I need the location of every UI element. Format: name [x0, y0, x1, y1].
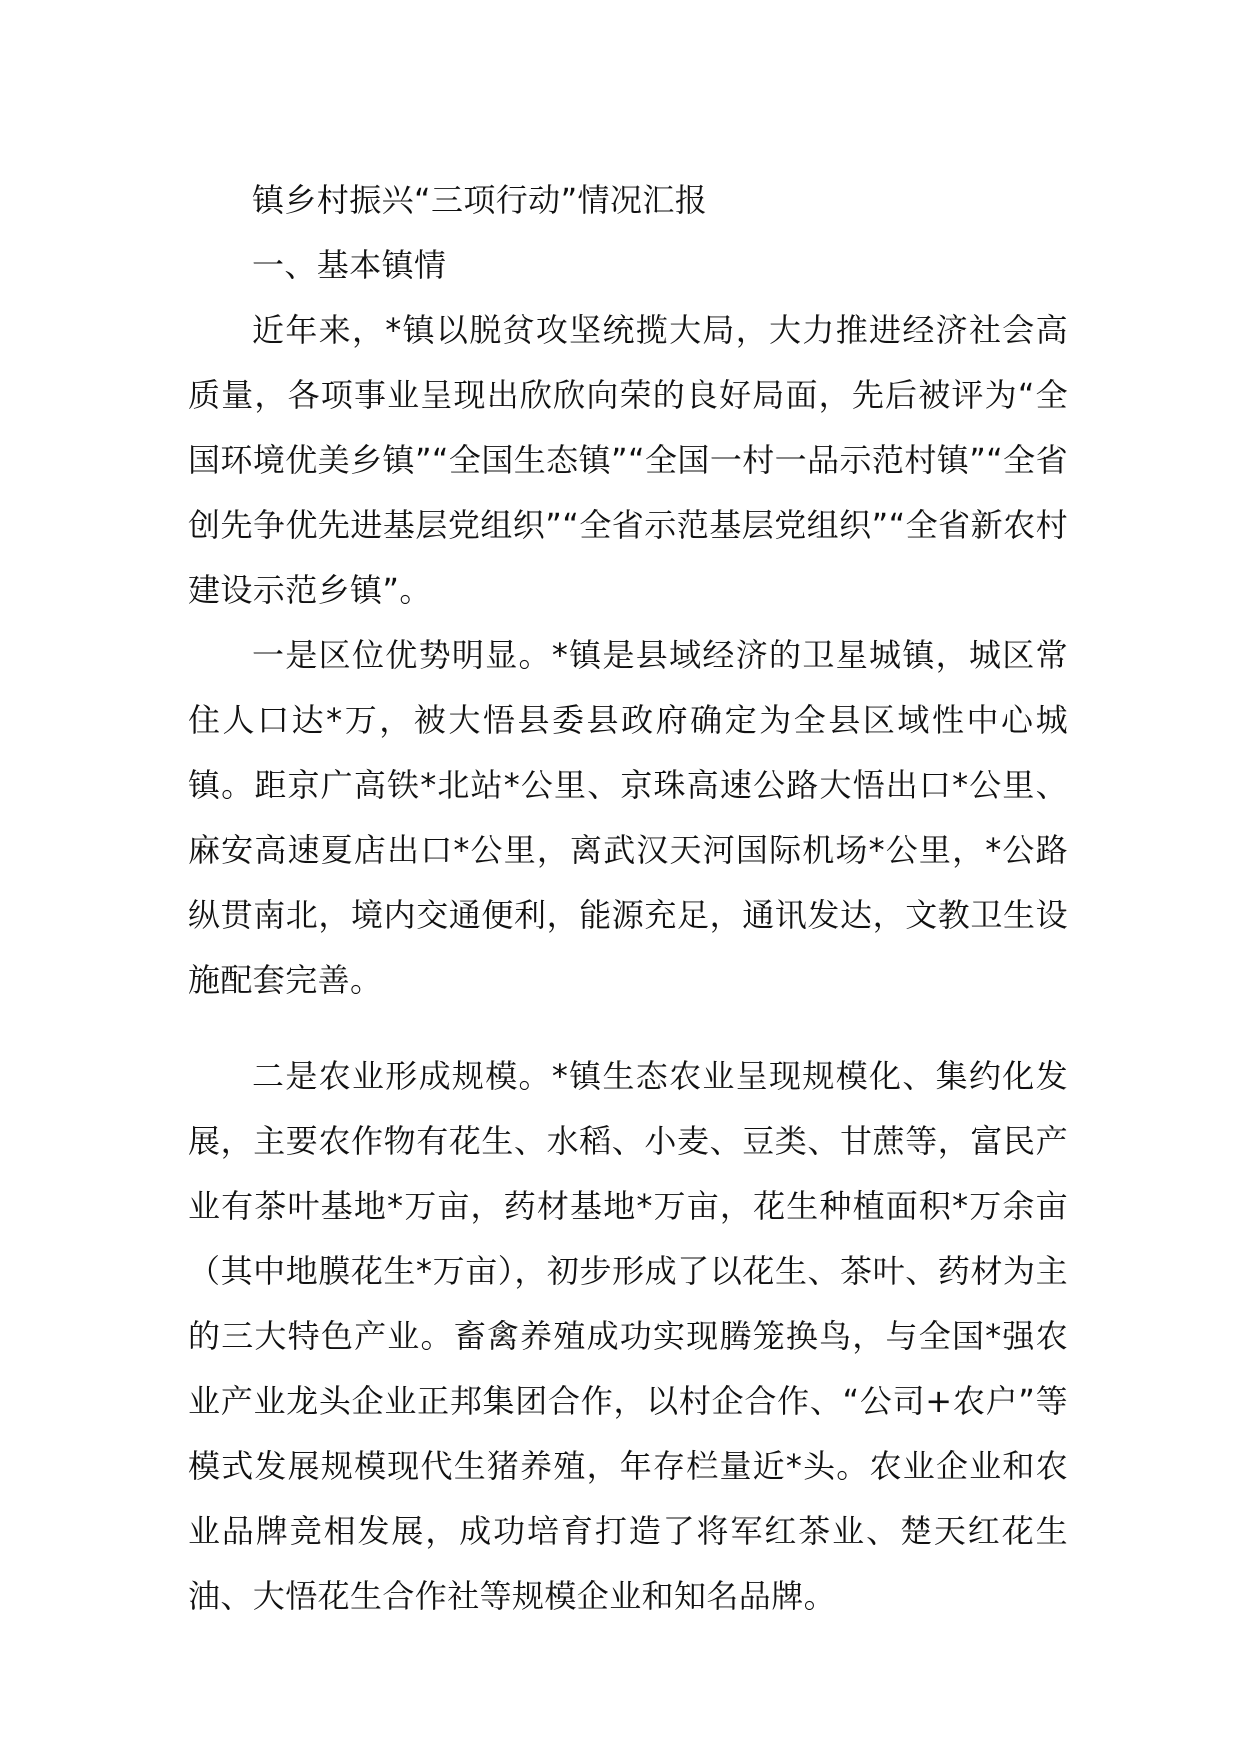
section-heading: 一、基本镇情 [252, 246, 447, 284]
paragraph-location-advantage: 一是区位优势明显。*镇是县域经济的卫星城镇，城区常住人口达*万，被大悟县委县政府确定为全县区域性中心城镇。距京广高铁*北站*公里、京珠高速公路大悟出口*公里、麻安高速夏店出口*公里，离武汉天河国际机场*公里，*公路纵贯南北，境内交通便利，能源充足，通讯发达，文教卫生设施配套完善。 [188, 636, 1068, 999]
document-page [188, 168, 1068, 1629]
paragraph-agriculture-scale: 二是农业形成规模。*镇生态农业呈现规模化、集约化发展，主要农作物有花生、水稻、小麦、豆类、甘蔗等，富民产业有茶叶基地*万亩，药材基地*万亩，花生种植面积*万余亩（其中地膜花生*万亩），初步形成了以花生、茶叶、药材为主的三大特色产业。畜禽养殖成功实现腾笼换鸟，与全国*强农业产业龙头企业正邦集团合作，以村企合作、“公司+农户”等模式发展规模现代生猪养殖，年存栏量近*头。农业企业和农业品牌竞相发展，成功培育打造了将军红茶业、楚天红花生油、大悟花生合作社等规模企业和知名品牌。 [188, 1057, 1068, 1615]
document-title: 镇乡村振兴“三项行动”情况汇报 [252, 181, 708, 219]
paragraph-overview: 近年来，*镇以脱贫攻坚统揽大局，大力推进经济社会高质量，各项事业呈现出欣欣向荣的良好局面，先后被评为“全国环境优美乡镇”“全国生态镇”“全国一村一品示范村镇”“全省创先争优先进基层党组织”“全省示范基层党组织”“全省新农村建设示范乡镇”。 [188, 311, 1068, 609]
